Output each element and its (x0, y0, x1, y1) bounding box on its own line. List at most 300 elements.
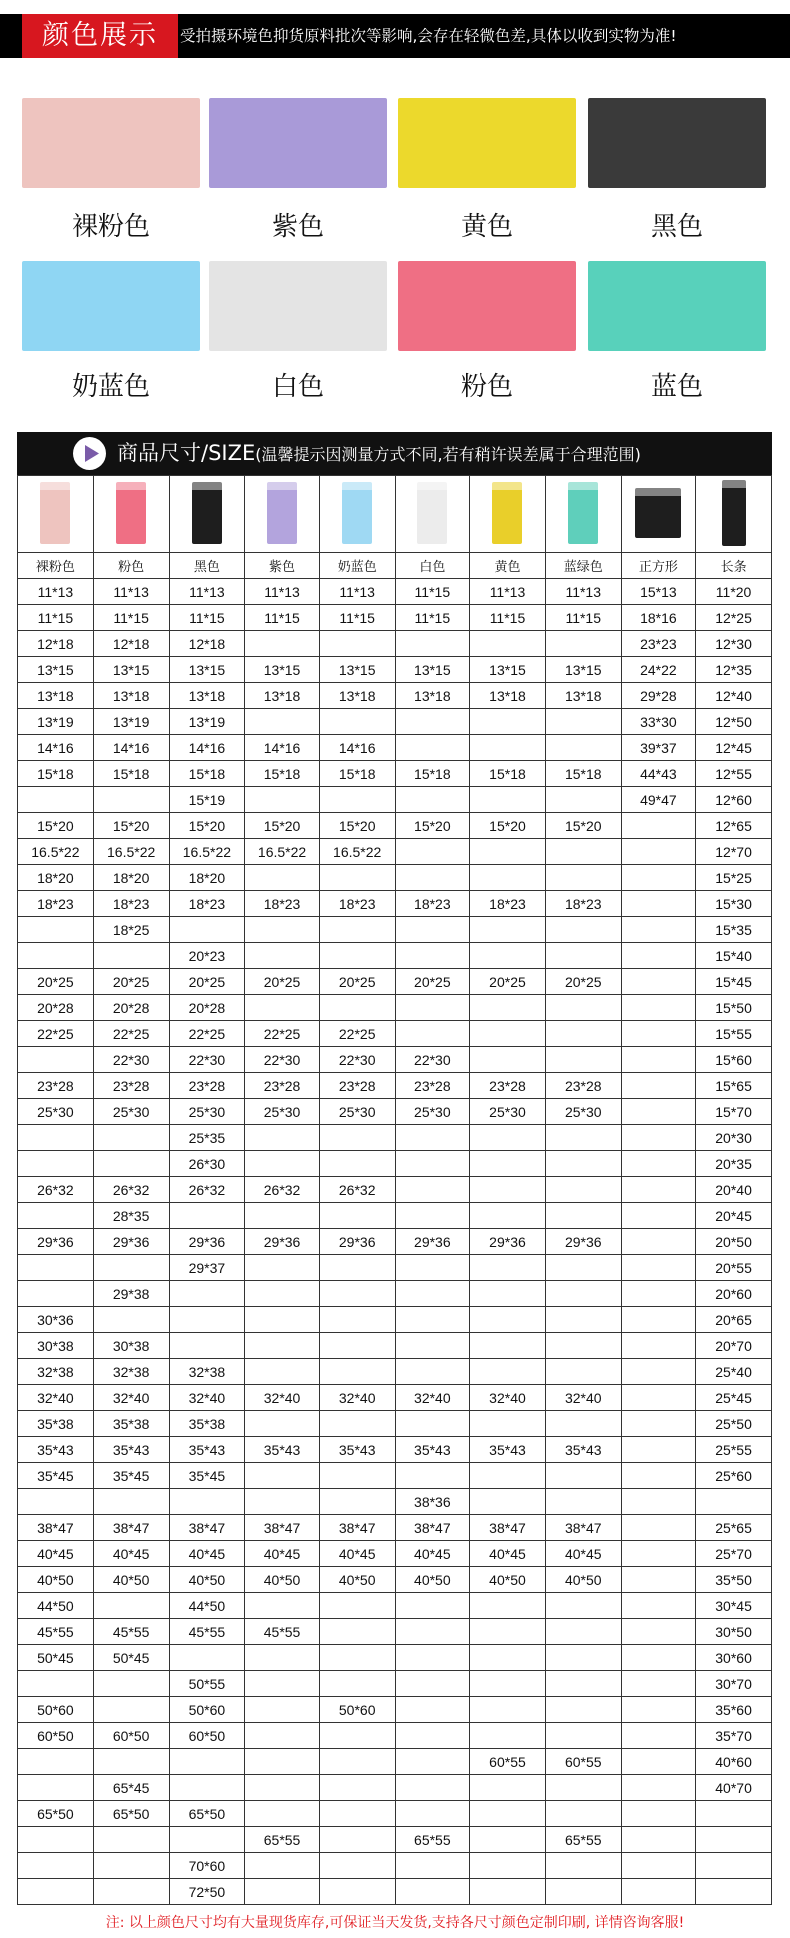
product-image-row (18, 476, 772, 553)
size-cell: 11*15 (319, 605, 395, 631)
size-cell: 15*20 (395, 813, 470, 839)
size-cell: 20*35 (696, 1151, 772, 1177)
column-header: 紫色 (245, 553, 320, 579)
size-cell: 15*55 (696, 1021, 772, 1047)
size-cell: 25*45 (696, 1385, 772, 1411)
size-cell (319, 631, 395, 657)
size-cell (395, 1671, 470, 1697)
size-cell: 26*32 (245, 1177, 320, 1203)
table-row (18, 813, 772, 839)
size-cell: 35*43 (93, 1437, 169, 1463)
size-cell (470, 1151, 546, 1177)
size-cell: 32*40 (93, 1385, 169, 1411)
size-cell (545, 631, 621, 657)
size-cell: 22*25 (93, 1021, 169, 1047)
size-cell (319, 1645, 395, 1671)
size-cell: 18*23 (319, 891, 395, 917)
size-cell: 20*25 (470, 969, 546, 995)
size-cell (18, 1281, 94, 1307)
size-cell (621, 1541, 696, 1567)
size-cell: 38*36 (395, 1489, 470, 1515)
size-cell: 60*50 (93, 1723, 169, 1749)
size-cell: 13*18 (18, 683, 94, 709)
size-cell: 38*47 (93, 1515, 169, 1541)
size-cell: 23*28 (470, 1073, 546, 1099)
size-cell: 33*30 (621, 709, 696, 735)
size-cell (545, 1801, 621, 1827)
column-header: 正方形 (621, 553, 696, 579)
size-cell (18, 943, 94, 969)
size-cell: 13*18 (169, 683, 245, 709)
size-cell (319, 865, 395, 891)
size-cell: 15*18 (395, 761, 470, 787)
size-cell: 26*32 (18, 1177, 94, 1203)
size-cell (470, 1697, 546, 1723)
size-cell (18, 1047, 94, 1073)
size-cell: 11*20 (696, 579, 772, 605)
size-cell: 11*15 (169, 605, 245, 631)
swatch-label: 奶蓝色 (71, 372, 150, 402)
column-header: 长条 (696, 553, 772, 579)
table-row (18, 1879, 772, 1905)
size-cell (93, 1151, 169, 1177)
size-cell: 60*55 (470, 1749, 546, 1775)
swatch-label: 裸粉色 (71, 212, 150, 242)
size-cell: 20*25 (395, 969, 470, 995)
size-cell: 15*50 (696, 995, 772, 1021)
size-cell: 50*60 (319, 1697, 395, 1723)
table-row (18, 1255, 772, 1281)
size-cell (470, 1255, 546, 1281)
size-cell: 18*23 (93, 891, 169, 917)
table-row (18, 1593, 772, 1619)
size-cell (470, 1463, 546, 1489)
size-cell (395, 1203, 470, 1229)
size-cell: 65*55 (245, 1827, 320, 1853)
size-cell (319, 709, 395, 735)
size-cell: 29*36 (470, 1229, 546, 1255)
size-cell: 23*28 (169, 1073, 245, 1099)
size-cell: 12*18 (93, 631, 169, 657)
size-cell (319, 1203, 395, 1229)
table-row (18, 1619, 772, 1645)
size-cell (395, 1281, 470, 1307)
size-cell (245, 1281, 320, 1307)
size-cell (621, 1463, 696, 1489)
size-cell (696, 1879, 772, 1905)
size-cell: 15*18 (245, 761, 320, 787)
size-cell: 20*65 (696, 1307, 772, 1333)
bag-image (568, 482, 598, 544)
swatch-white (209, 261, 387, 351)
size-cell: 23*28 (319, 1073, 395, 1099)
size-cell: 15*60 (696, 1047, 772, 1073)
size-cell (169, 1489, 245, 1515)
size-cell: 16.5*22 (93, 839, 169, 865)
size-cell (545, 1307, 621, 1333)
size-cell (18, 1749, 94, 1775)
size-cell: 13*18 (245, 683, 320, 709)
size-cell (245, 943, 320, 969)
size-cell (621, 1307, 696, 1333)
size-cell: 35*43 (470, 1437, 546, 1463)
size-cell (621, 1385, 696, 1411)
size-cell (245, 709, 320, 735)
size-cell (395, 735, 470, 761)
size-cell: 13*15 (245, 657, 320, 683)
size-cell (245, 1333, 320, 1359)
size-cell: 13*19 (18, 709, 94, 735)
size-cell (545, 995, 621, 1021)
table-row (18, 631, 772, 657)
size-cell (470, 1775, 546, 1801)
size-cell: 12*50 (696, 709, 772, 735)
table-row (18, 1697, 772, 1723)
size-cell: 38*47 (395, 1515, 470, 1541)
size-cell (93, 787, 169, 813)
size-cell: 11*15 (395, 579, 470, 605)
size-cell (18, 1775, 94, 1801)
size-cell (621, 1697, 696, 1723)
table-row (18, 1437, 772, 1463)
column-header: 黄色 (470, 553, 546, 579)
size-cell: 15*18 (545, 761, 621, 787)
size-cell (395, 1125, 470, 1151)
size-cell (245, 1489, 320, 1515)
size-cell: 11*15 (93, 605, 169, 631)
size-cell (18, 787, 94, 813)
table-row (18, 1021, 772, 1047)
size-cell: 20*23 (169, 943, 245, 969)
size-cell (470, 943, 546, 969)
size-cell (545, 1281, 621, 1307)
size-cell: 15*18 (319, 761, 395, 787)
size-cell: 32*40 (545, 1385, 621, 1411)
size-cell: 15*65 (696, 1073, 772, 1099)
size-cell (245, 1307, 320, 1333)
size-cell: 65*50 (93, 1801, 169, 1827)
size-cell (245, 1879, 320, 1905)
size-section-header (17, 432, 772, 475)
size-cell (621, 1619, 696, 1645)
size-cell (696, 1853, 772, 1879)
table-row (18, 891, 772, 917)
table-row (18, 1515, 772, 1541)
size-cell (470, 917, 546, 943)
size-cell: 12*65 (696, 813, 772, 839)
size-cell: 35*43 (245, 1437, 320, 1463)
size-title-note: (温馨提示因测量方式不同,若有稍许误差属于合理范围) (255, 445, 641, 464)
table-row (18, 1541, 772, 1567)
size-cell: 29*36 (245, 1229, 320, 1255)
size-cell (245, 917, 320, 943)
size-cell (395, 1333, 470, 1359)
size-cell (470, 1853, 546, 1879)
size-cell (470, 735, 546, 761)
size-cell (395, 1307, 470, 1333)
size-cell (245, 1593, 320, 1619)
size-cell (470, 787, 546, 813)
size-cell (470, 1593, 546, 1619)
size-cell (621, 813, 696, 839)
size-cell: 44*50 (169, 1593, 245, 1619)
swatch-label: 蓝色 (650, 372, 703, 402)
table-row (18, 1463, 772, 1489)
size-cell: 15*20 (169, 813, 245, 839)
size-cell: 25*65 (696, 1515, 772, 1541)
size-cell: 25*30 (245, 1099, 320, 1125)
size-cell: 11*15 (470, 605, 546, 631)
size-cell: 25*55 (696, 1437, 772, 1463)
size-cell: 35*38 (169, 1411, 245, 1437)
size-cell (319, 943, 395, 969)
size-cell (245, 1671, 320, 1697)
size-cell (545, 943, 621, 969)
swatch-label: 黑色 (650, 212, 703, 242)
size-cell (545, 735, 621, 761)
size-cell: 45*55 (93, 1619, 169, 1645)
table-row (18, 1801, 772, 1827)
size-cell: 20*28 (18, 995, 94, 1021)
size-cell: 35*50 (696, 1567, 772, 1593)
size-cell (470, 1203, 546, 1229)
size-cell: 15*18 (169, 761, 245, 787)
size-cell (621, 1515, 696, 1541)
size-cell (545, 1333, 621, 1359)
size-cell: 13*15 (93, 657, 169, 683)
size-cell: 22*30 (93, 1047, 169, 1073)
size-cell: 32*40 (319, 1385, 395, 1411)
size-cell: 14*16 (93, 735, 169, 761)
size-cell: 32*38 (18, 1359, 94, 1385)
size-cell (621, 1229, 696, 1255)
size-cell (621, 1489, 696, 1515)
size-cell: 40*45 (169, 1541, 245, 1567)
table-row (18, 1307, 772, 1333)
column-header: 奶蓝色 (319, 553, 395, 579)
table-row (18, 839, 772, 865)
swatch-yellow (398, 98, 576, 188)
size-cell (395, 787, 470, 813)
table-row (18, 917, 772, 943)
size-cell: 20*25 (93, 969, 169, 995)
size-cell (395, 1619, 470, 1645)
size-cell (470, 1671, 546, 1697)
size-cell: 40*45 (395, 1541, 470, 1567)
size-cell: 23*28 (18, 1073, 94, 1099)
size-cell: 40*45 (319, 1541, 395, 1567)
size-cell: 44*43 (621, 761, 696, 787)
size-cell: 23*28 (395, 1073, 470, 1099)
size-cell (470, 1177, 546, 1203)
size-cell: 16.5*22 (245, 839, 320, 865)
size-cell: 40*50 (93, 1567, 169, 1593)
size-cell: 38*47 (470, 1515, 546, 1541)
size-cell: 40*60 (696, 1749, 772, 1775)
size-cell: 13*18 (319, 683, 395, 709)
size-cell (18, 1879, 94, 1905)
size-cell (169, 1281, 245, 1307)
size-cell: 29*37 (169, 1255, 245, 1281)
size-cell (395, 1593, 470, 1619)
size-cell: 35*43 (319, 1437, 395, 1463)
size-cell: 11*13 (169, 579, 245, 605)
size-cell (245, 1125, 320, 1151)
swatch-label: 紫色 (271, 212, 324, 242)
size-cell: 35*60 (696, 1697, 772, 1723)
size-cell (169, 1645, 245, 1671)
size-cell (470, 1827, 546, 1853)
size-cell: 65*45 (93, 1775, 169, 1801)
table-row (18, 1827, 772, 1853)
size-cell (621, 1879, 696, 1905)
size-cell: 13*18 (545, 683, 621, 709)
size-cell: 13*18 (470, 683, 546, 709)
size-cell: 35*70 (696, 1723, 772, 1749)
size-cell (621, 1203, 696, 1229)
size-cell: 22*30 (245, 1047, 320, 1073)
size-cell (470, 839, 546, 865)
size-cell: 25*30 (395, 1099, 470, 1125)
size-cell (621, 1411, 696, 1437)
size-cell (621, 1749, 696, 1775)
size-cell (319, 1333, 395, 1359)
size-cell (245, 1463, 320, 1489)
size-cell: 14*16 (245, 735, 320, 761)
size-cell (545, 1593, 621, 1619)
size-cell (470, 1645, 546, 1671)
size-cell: 11*15 (18, 605, 94, 631)
size-cell: 65*50 (169, 1801, 245, 1827)
size-cell: 38*47 (169, 1515, 245, 1541)
table-row (18, 1723, 772, 1749)
size-cell (319, 917, 395, 943)
size-cell (245, 1411, 320, 1437)
size-cell (395, 709, 470, 735)
table-row (18, 1073, 772, 1099)
size-cell (395, 631, 470, 657)
size-cell: 40*45 (245, 1541, 320, 1567)
size-cell (319, 1879, 395, 1905)
size-cell: 12*40 (696, 683, 772, 709)
size-cell (395, 1645, 470, 1671)
size-cell: 35*45 (93, 1463, 169, 1489)
size-cell: 11*13 (470, 579, 546, 605)
footnote: 注: 以上颜色尺寸均有大量现货库存,可保证当天发货,支持各尺寸颜色定制印刷, 详情咨询客服! (105, 1915, 685, 1931)
size-cell (245, 1359, 320, 1385)
size-cell: 18*25 (93, 917, 169, 943)
color-display-note: 受拍摄环境色抑货原料批次等影响,会存在轻微色差,具体以收到实物为准! (180, 27, 677, 45)
size-cell: 18*23 (245, 891, 320, 917)
size-cell: 65*55 (545, 1827, 621, 1853)
size-cell (395, 943, 470, 969)
size-cell: 13*15 (395, 657, 470, 683)
size-cell: 29*28 (621, 683, 696, 709)
color-display-title: 颜色展示 (22, 14, 178, 58)
size-cell (169, 1827, 245, 1853)
swatch-purple (209, 98, 387, 188)
table-row (18, 1151, 772, 1177)
size-cell (245, 1697, 320, 1723)
size-cell (395, 839, 470, 865)
size-cell (319, 1749, 395, 1775)
size-cell (319, 1255, 395, 1281)
size-cell (545, 1463, 621, 1489)
size-cell: 49*47 (621, 787, 696, 813)
table-row (18, 1853, 772, 1879)
size-cell (621, 1073, 696, 1099)
size-cell: 11*15 (545, 605, 621, 631)
size-cell (621, 891, 696, 917)
size-cell: 25*30 (93, 1099, 169, 1125)
table-row (18, 865, 772, 891)
size-cell: 38*47 (319, 1515, 395, 1541)
size-cell (319, 1463, 395, 1489)
size-cell: 60*50 (18, 1723, 94, 1749)
column-header-row (18, 553, 772, 579)
size-cell (545, 787, 621, 813)
size-cell: 30*45 (696, 1593, 772, 1619)
column-header: 粉色 (93, 553, 169, 579)
size-cell (470, 995, 546, 1021)
swatch-label: 黄色 (460, 212, 513, 242)
size-cell: 20*25 (319, 969, 395, 995)
size-cell (470, 1801, 546, 1827)
size-cell: 13*15 (18, 657, 94, 683)
size-cell: 15*20 (470, 813, 546, 839)
size-cell: 26*32 (169, 1177, 245, 1203)
size-cell (319, 1775, 395, 1801)
size-cell (245, 1723, 320, 1749)
size-cell (395, 1723, 470, 1749)
size-cell (319, 1281, 395, 1307)
size-cell (545, 1047, 621, 1073)
size-cell: 38*47 (18, 1515, 94, 1541)
size-cell (470, 1489, 546, 1515)
size-cell: 28*35 (93, 1203, 169, 1229)
size-cell: 18*23 (395, 891, 470, 917)
size-cell (545, 1125, 621, 1151)
table-row (18, 943, 772, 969)
size-cell (245, 1775, 320, 1801)
size-cell: 15*25 (696, 865, 772, 891)
size-cell (93, 1697, 169, 1723)
size-cell: 20*30 (696, 1125, 772, 1151)
size-cell: 32*38 (169, 1359, 245, 1385)
size-cell (545, 865, 621, 891)
size-cell (169, 1775, 245, 1801)
size-cell: 15*18 (470, 761, 546, 787)
size-cell: 13*15 (470, 657, 546, 683)
size-cell: 12*70 (696, 839, 772, 865)
size-cell (245, 1853, 320, 1879)
size-cell (245, 865, 320, 891)
table-row (18, 761, 772, 787)
size-cell (470, 1879, 546, 1905)
table-row (18, 1385, 772, 1411)
size-cell: 16.5*22 (169, 839, 245, 865)
bag-image (116, 482, 146, 544)
size-cell (18, 1125, 94, 1151)
size-cell (621, 943, 696, 969)
size-cell: 20*45 (696, 1203, 772, 1229)
size-cell: 45*55 (245, 1619, 320, 1645)
size-cell (545, 917, 621, 943)
size-cell (470, 1333, 546, 1359)
size-cell (245, 1151, 320, 1177)
size-cell (319, 1593, 395, 1619)
size-cell: 22*25 (18, 1021, 94, 1047)
